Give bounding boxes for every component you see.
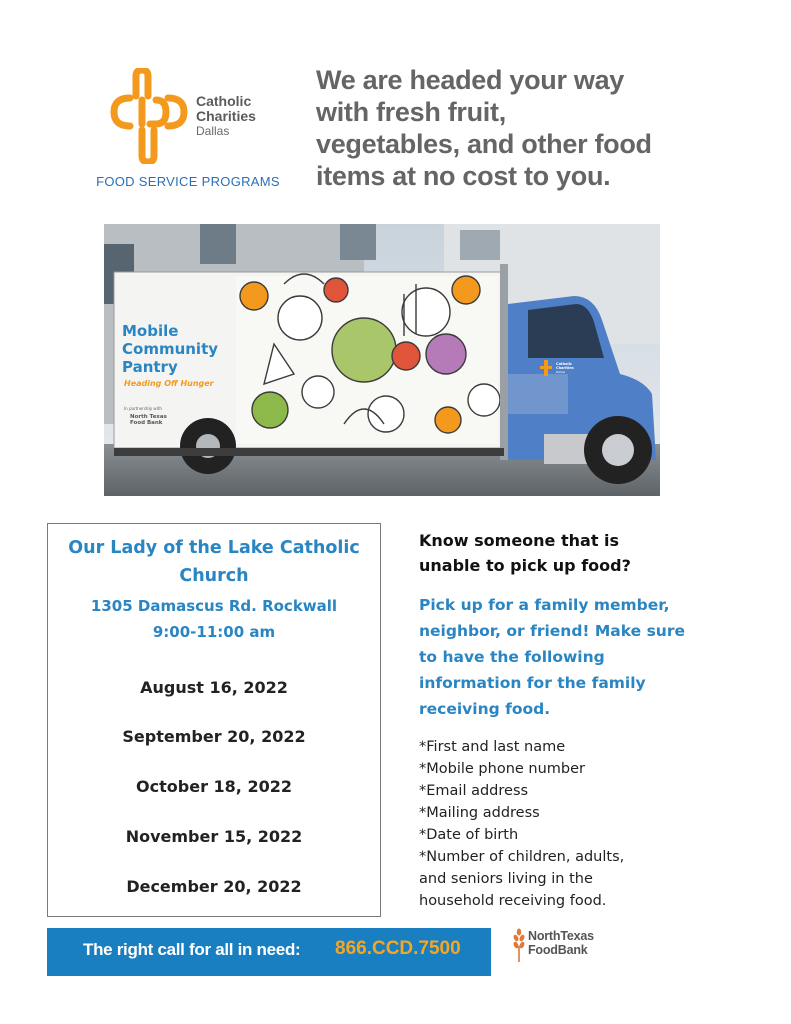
headline-line-1: We are headed your way <box>316 65 625 95</box>
list-item: *First and last name <box>419 739 566 755</box>
catholic-charities-logo <box>96 62 290 192</box>
call-banner <box>47 928 491 976</box>
pickup-text-line-2: neighbor, or friend! Make sure <box>419 622 685 640</box>
event-date: October 18, 2022 <box>136 777 292 796</box>
event-time: 9:00-11:00 am <box>152 623 276 641</box>
truck-sponsor-3: Food Bank <box>130 420 163 426</box>
truck-title-3: Pantry <box>122 358 178 376</box>
pickup-heading <box>419 528 759 578</box>
truck-title-2: Community <box>122 340 219 358</box>
headline-line-3: vegetables, and other food <box>316 129 652 159</box>
headline <box>316 64 756 192</box>
pickup-text-line-3: to have the following <box>419 648 605 666</box>
truck-title-1: Mobile <box>122 322 179 340</box>
list-item: *Mobile phone number <box>419 761 585 777</box>
headline-line-2: with fresh fruit, <box>316 97 506 127</box>
truck-illustration <box>104 224 660 496</box>
event-date: September 20, 2022 <box>122 727 306 746</box>
location-box <box>47 523 381 917</box>
headline-line-4: items at no cost to you. <box>316 161 611 191</box>
cab-logo-1: Catholic <box>556 362 572 366</box>
cab-logo-3: Dallas <box>556 370 566 374</box>
church-name-line-2: Church <box>179 566 249 586</box>
cab-logo-2: Charities <box>556 366 574 370</box>
truck-subtitle: Heading Off Hunger <box>124 379 214 388</box>
church-name-line-1: Our Lady of the Lake Catholic <box>68 538 360 558</box>
logo-line-2: Charities <box>196 108 256 124</box>
truck-sponsor-1: In partnership with <box>124 406 162 411</box>
list-item: *Number of children, adults, <box>419 849 625 865</box>
list-item: *Mailing address <box>419 805 540 821</box>
pickup-heading-line-2: unable to pick up food? <box>419 556 631 575</box>
list-item: *Date of birth <box>419 827 519 843</box>
ccd-cross-icon <box>106 68 192 164</box>
event-date: November 15, 2022 <box>125 827 303 846</box>
event-date: December 20, 2022 <box>126 877 302 896</box>
list-item: and seniors living in the <box>419 871 593 887</box>
required-info-list <box>419 736 759 912</box>
list-item: *Email address <box>419 783 529 799</box>
call-label: The right call for all in need: <box>83 940 301 959</box>
pickup-text-line-4: information for the family <box>419 674 646 692</box>
church-address: 1305 Damascus Rd. Rockwall <box>90 597 338 615</box>
list-item: household receiving food. <box>419 893 607 909</box>
pickup-instructions <box>419 592 759 722</box>
logo-tagline: FOOD SERVICE PROGRAMS <box>96 174 280 189</box>
north-texas-food-bank-logo <box>512 926 622 966</box>
pickup-text-line-5: receiving food. <box>419 700 551 718</box>
logo-line-1: Catholic <box>196 93 252 109</box>
event-date: August 16, 2022 <box>140 678 288 697</box>
truck-sponsor-2: North Texas <box>130 414 167 420</box>
pickup-text-line-1: Pick up for a family member, <box>419 596 670 614</box>
wheat-icon <box>512 928 526 964</box>
phone-number[interactable]: 866.CCD.7500 <box>335 938 461 959</box>
pickup-heading-line-1: Know someone that is <box>419 531 620 550</box>
foodbank-line-1: NorthTexas <box>528 929 594 943</box>
foodbank-line-2: FoodBank <box>528 943 588 957</box>
mobile-pantry-truck-photo <box>104 224 660 496</box>
logo-line-3: Dallas <box>196 124 230 138</box>
